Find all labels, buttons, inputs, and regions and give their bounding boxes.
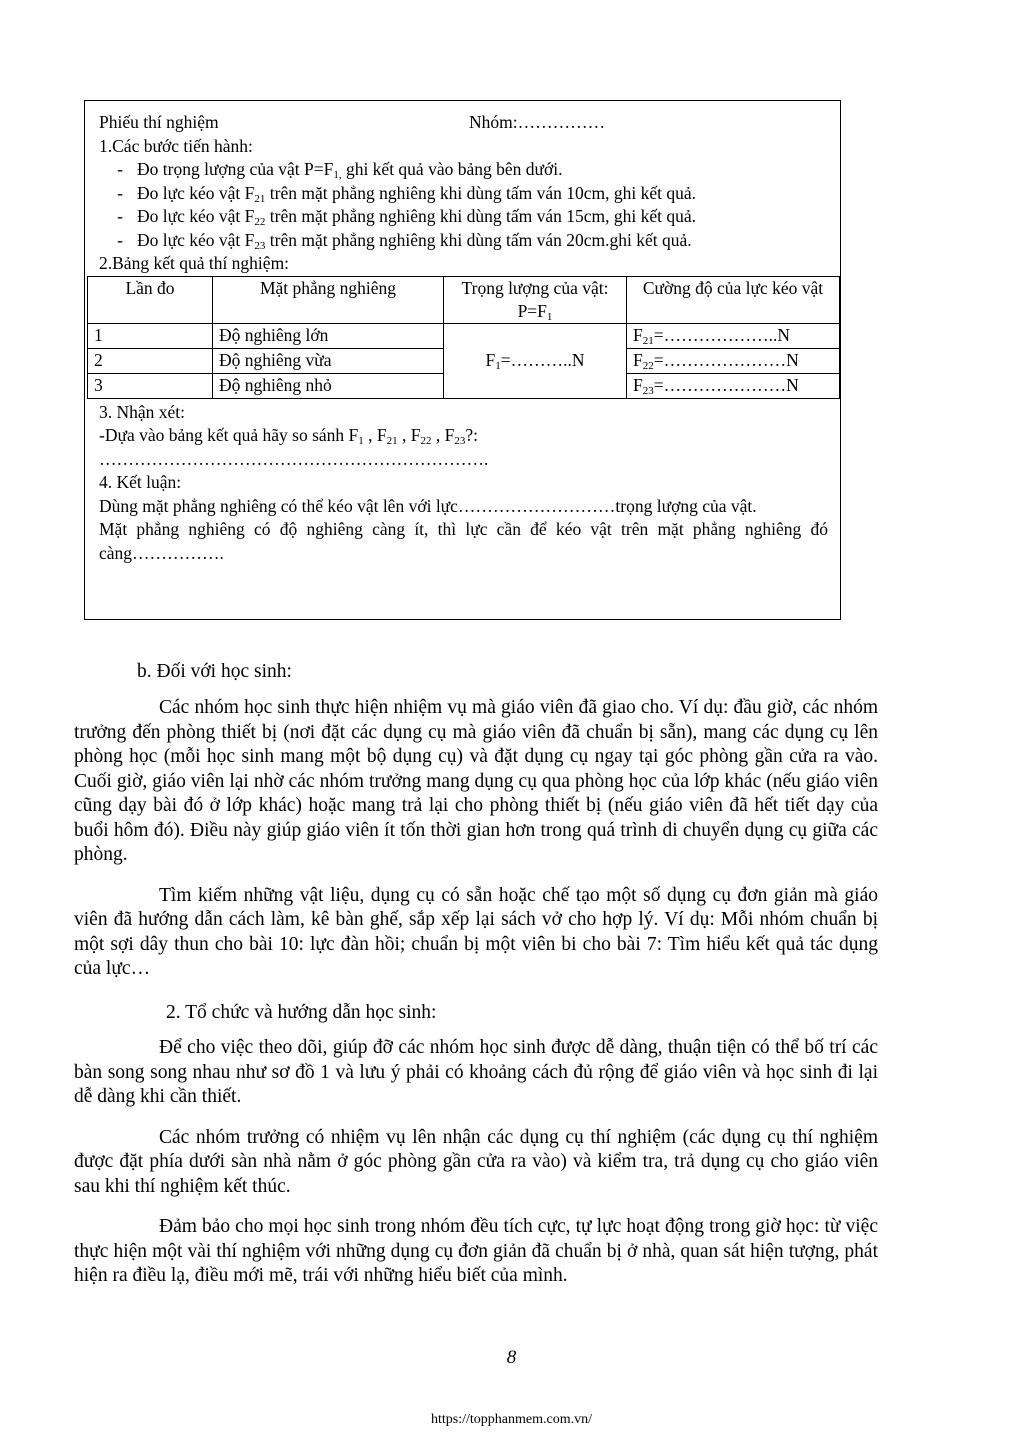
paragraph: Các nhóm trưởng có nhiệm vụ lên nhận các dụng cụ thí nghiệm (các dụng cụ thí nghiệm được đặt phía dưới sàn nhà nằm ở góc phòng gần cửa ra vào) và kiểm tra, trả dụng cụ cho giáo viên sau khi thí nghiệm kết thúc.	[74, 1126, 878, 1197]
worksheet-group: Nhóm:……………	[469, 112, 606, 132]
paragraph: Các nhóm học sinh thực hiện nhiệm vụ mà giáo viên đã giao cho. Ví dụ: đầu giờ, các nhóm trưởng đến phòng thiết bị (nơi đặt các dụng cụ mà giáo viên đã chuẩn bị sẵn), mang các dụng cụ lên phòng học (mỗi học sinh mang một bộ dụng cụ) và đặt dụng cụ ngay tại góc phòng gần cửa ra vào. Cuối giờ, giáo viên lại nhờ các nhóm trưởng mang dụng cụ qua phòng học của lớp khác (nếu giáo viên cũng dạy bài đó ở lớp khác) hoặc mang trả lại cho phòng thiết bị (nếu giáo viên đã hết tiết dạy của buổi hôm đó). Điều này giúp giáo viên ít tốn thời gian hơn trong quá trình di chuyển dụng cụ giữa các phòng.	[74, 697, 878, 865]
step-item: - Đo lực kéo vật $F_{23}$ trên mặt phẳng nghiêng khi dùng tấm ván 20cm.ghi kết quả.	[117, 229, 692, 252]
paragraph: Tìm kiếm những vật liệu, dụng cụ có sẵn hoặc chế tạo một số dụng cụ đơn giản mà giáo viên đã hướng dẫn cách làm, kê bàn ghế, sắp xếp lại sách vở cho hợp lý. Ví dụ: Mỗi nhóm chuẩn bị một sợi dây thun cho bài 10: lực đàn hồi; chuẩn bị một viên bi cho bài 7: Tìm hiểu kết quả tác dụng của lực…	[74, 884, 878, 979]
col-header-force: Cường độ của lực kéo vật	[627, 276, 840, 323]
col-header-trial: Lần đo	[88, 276, 213, 323]
cell-plane: Độ nghiêng lớn	[213, 323, 444, 348]
cell-trial: 1	[88, 323, 213, 348]
table-header-row	[88, 276, 840, 323]
experiment-worksheet	[84, 100, 841, 620]
worksheet-header	[99, 111, 828, 135]
cell-weight: $F_1=\dots\dots\dots..N$	[444, 323, 627, 398]
steps-heading: 1.Các bước tiến hành:	[99, 135, 253, 156]
section-2-body	[74, 1036, 878, 1289]
col-header-weight: Trọng lượng của vật: $P=F_1$	[444, 276, 627, 323]
remark-text: -Dựa vào bảng kết quả hãy so sánh $F_1$ , $F_{21}$ , $F_{22}$ , $F_{23}$?:	[99, 425, 479, 447]
results-table	[87, 276, 840, 399]
step-item: - Đo lực kéo vật $F_{22}$ trên mặt phẳng nghiêng khi dùng tấm ván 15cm, ghi kết quả.	[117, 206, 696, 228]
worksheet-title: Phiếu thí nghiệm	[99, 112, 219, 132]
cell-trial: 2	[88, 348, 213, 373]
remark-dots: ………………………………………………………….	[99, 448, 489, 469]
cell-force: $F_{21}=\dots\dots\dots\dots\dots\dots..N$	[627, 323, 840, 348]
paragraph: Để cho việc theo dõi, giúp đỡ các nhóm học sinh được dễ dàng, thuận tiện có thể bố trí các bàn song song nhau như sơ đồ 1 và lưu ý phải có khoảng cách đủ rộng để giáo viên và học sinh đi lại dễ dàng khi cần thiết.	[74, 1037, 878, 1107]
section-b-heading: b. Đối với học sinh:	[137, 661, 292, 682]
paragraph: Đảm bảo cho mọi học sinh trong nhóm đều tích cực, tự lực hoạt động trong giờ học: từ việc thực hiện một vài thí nghiệm với những dụng cụ đơn giản đã chuẩn bị ở nhà, quan sát hiện tượng, phát hiện ra điều lạ, điều mới mẽ, trái với những hiểu biết của mình.	[74, 1216, 878, 1286]
cell-plane: Độ nghiêng vừa	[213, 348, 444, 373]
conclusion-heading: 4. Kết luận:	[99, 472, 182, 492]
cell-plane: Độ nghiêng nhỏ	[213, 373, 444, 398]
page-number: 8	[506, 1347, 517, 1368]
cell-trial: 3	[88, 373, 213, 398]
table-heading: 2.Bảng kết quả thí nghiệm:	[99, 253, 290, 273]
col-header-plane: Mặt phẳng nghiêng	[213, 276, 444, 323]
cell-force: $F_{23}=\dots\dots\dots\dots\dots\dots\dots N$	[627, 373, 840, 398]
step-item: - Đo lực kéo vật $F_{21}$ trên mặt phẳng nghiêng khi dùng tấm ván 10cm, ghi kết quả.	[117, 182, 696, 205]
section-2-heading: 2. Tổ chức và hướng dẫn học sinh:	[166, 1002, 437, 1023]
table-row	[88, 323, 840, 348]
section-b-body	[74, 696, 878, 982]
conclusion-2: Mặt phẳng nghiêng có độ nghiêng càng ít, thì lực cần để kéo vật trên mặt phẳng nghiêng đó càng…………….	[99, 519, 828, 563]
conclusion-1: Dùng mặt phẳng nghiêng có thể kéo vật lên với lực………………………trọng lượng của vật.	[99, 495, 757, 516]
steps-list	[99, 158, 828, 252]
step-item: - Đo trọng lượng của vật $P=F_{1,}$ ghi kết quả vào bảng bên dưới.	[117, 159, 563, 181]
cell-force: $F_{22}=\dots\dots\dots\dots\dots\dots\dots N$	[627, 348, 840, 373]
footer-url[interactable]: https://topphanmem.com.vn/	[431, 1412, 592, 1427]
remark-heading: 3. Nhận xét:	[99, 401, 186, 422]
